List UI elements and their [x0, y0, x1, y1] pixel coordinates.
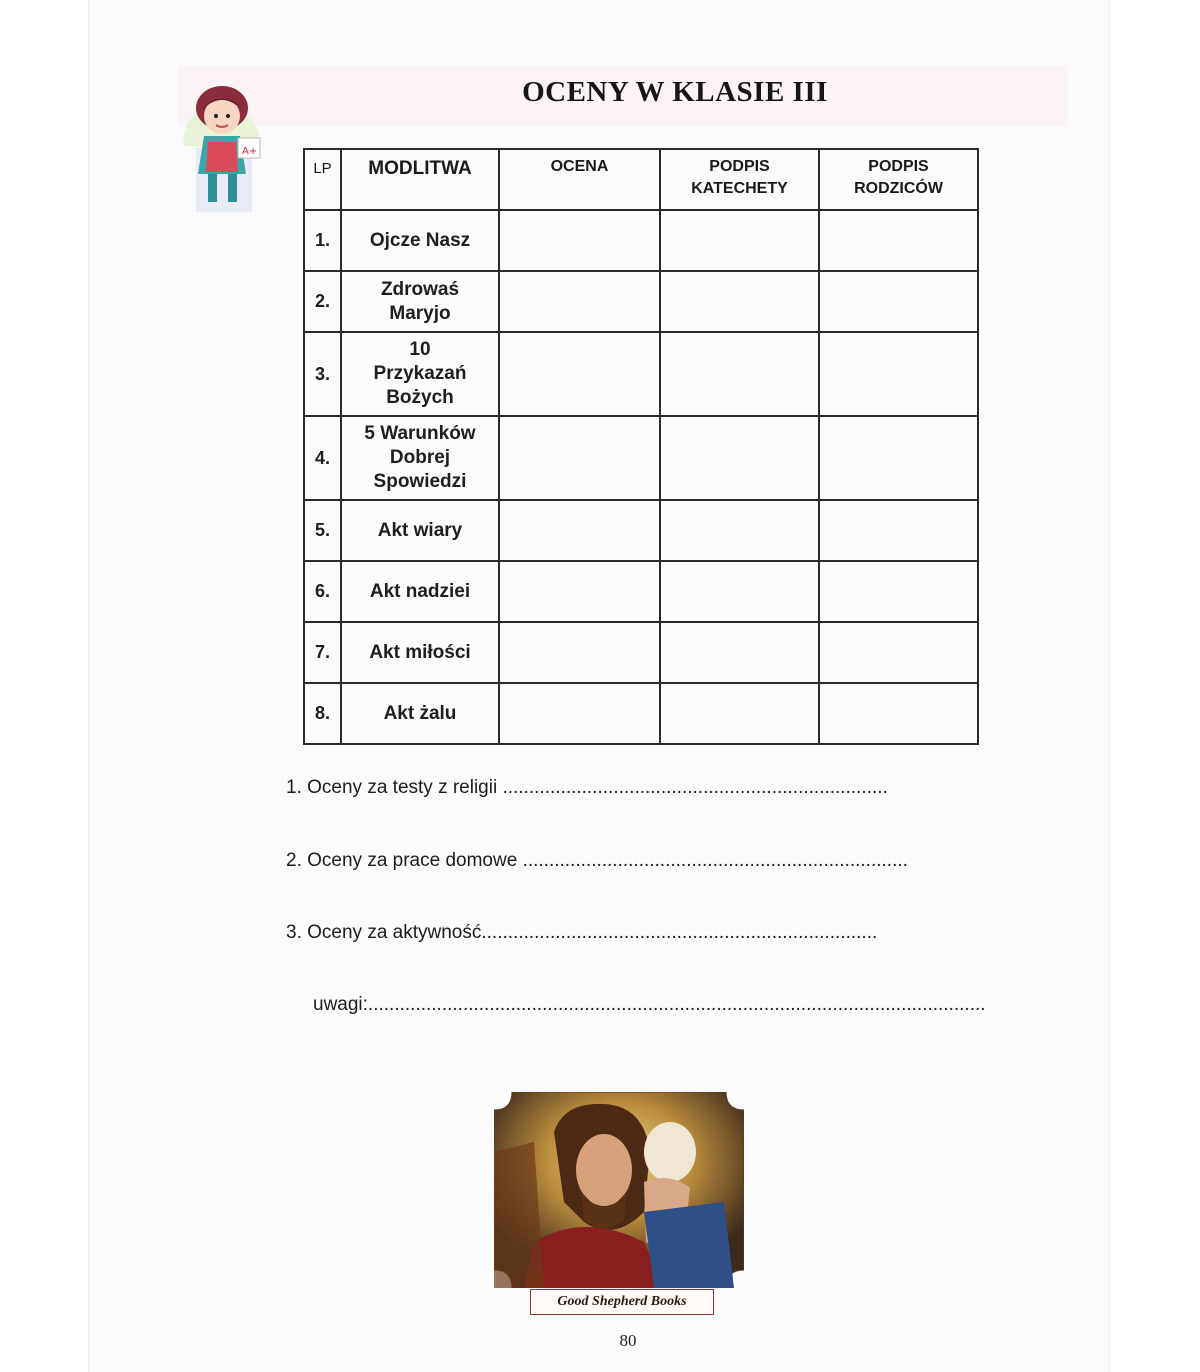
prayer-name	[341, 416, 499, 500]
prayer-name	[341, 271, 499, 332]
podpis-katechety-cell[interactable]	[660, 622, 819, 683]
header-podpis-rodzicow	[819, 149, 978, 210]
podpis-katechety-cell[interactable]	[660, 271, 819, 332]
row-number: 6.	[304, 561, 341, 622]
prayer-name	[341, 500, 499, 561]
table-row	[304, 622, 978, 683]
header-modlitwa: MODLITWA	[341, 149, 499, 210]
table-row	[304, 500, 978, 561]
prayer-line: Akt wiary	[377, 519, 463, 541]
prayer-line: 10	[409, 339, 431, 360]
row-number: 8.	[304, 683, 341, 744]
table-row	[304, 332, 978, 416]
podpis-rodzicow-cell[interactable]	[819, 210, 978, 271]
prayer-line: Przykazań	[373, 363, 467, 384]
prayer-line: Akt nadziei	[369, 580, 471, 602]
row-number: 3.	[304, 332, 341, 416]
podpis-katechety-cell[interactable]	[660, 416, 819, 500]
podpis-rodzicow-cell[interactable]	[819, 416, 978, 500]
header-podpis-rodzicow-line1: PODPIS	[868, 158, 929, 175]
good-shepherd-picture	[494, 1092, 744, 1288]
ocena-cell[interactable]	[499, 271, 660, 332]
prayer-line: 5 Warunków	[364, 423, 476, 444]
table-row	[304, 416, 978, 500]
grade-badge-text: A+	[242, 146, 258, 157]
prayer-name	[341, 210, 499, 271]
podpis-rodzicow-cell[interactable]	[819, 500, 978, 561]
prayer-line: Zdrowaś	[380, 278, 460, 300]
header-lp: LP	[304, 149, 341, 210]
prayer-line: Spowiedzi	[373, 471, 467, 492]
table-row	[304, 271, 978, 332]
ocena-cell[interactable]	[499, 683, 660, 744]
prayer-name	[341, 622, 499, 683]
podpis-rodzicow-cell[interactable]	[819, 332, 978, 416]
podpis-katechety-cell[interactable]	[660, 210, 819, 271]
table-header-row	[304, 149, 978, 210]
header-podpis-katechety-line2: KATECHETY	[691, 180, 788, 197]
page-number: 80	[619, 1331, 637, 1350]
header-ocena: OCENA	[499, 149, 660, 210]
ocena-cell[interactable]	[499, 210, 660, 271]
grades-table	[303, 148, 979, 745]
podpis-rodzicow-cell[interactable]	[819, 683, 978, 744]
row-number: 7.	[304, 622, 341, 683]
podpis-katechety-cell[interactable]	[660, 683, 819, 744]
header-podpis-rodzicow-line2: RODZICÓW	[854, 180, 943, 197]
picture-caption: Good Shepherd Books	[530, 1289, 714, 1315]
prayer-line: Maryjo	[389, 302, 451, 324]
table-row	[304, 210, 978, 271]
ocena-cell[interactable]	[499, 332, 660, 416]
podpis-katechety-cell[interactable]	[660, 561, 819, 622]
page-title: OCENY W KLASIE III	[522, 76, 828, 108]
ocena-cell[interactable]	[499, 416, 660, 500]
prayer-name	[341, 561, 499, 622]
ocena-cell[interactable]	[499, 561, 660, 622]
row-number: 1.	[304, 210, 341, 271]
prayer-line: Dobrej	[389, 447, 451, 468]
ocena-cell[interactable]	[499, 622, 660, 683]
row-number: 2.	[304, 271, 341, 332]
prayer-line: Ojcze Nasz	[369, 229, 471, 251]
table-row	[304, 561, 978, 622]
homework-grades-line[interactable]: 2. Oceny za prace domowe .........................................................................	[286, 850, 908, 871]
podpis-rodzicow-cell[interactable]	[819, 271, 978, 332]
prayer-line: Bożych	[386, 387, 454, 408]
prayer-name	[341, 683, 499, 744]
prayer-line: Akt miłości	[369, 641, 471, 663]
podpis-rodzicow-cell[interactable]	[819, 622, 978, 683]
activity-grades-line[interactable]: 3. Oceny za aktywność...........................................................................	[286, 922, 878, 943]
podpis-katechety-cell[interactable]	[660, 500, 819, 561]
table-row	[304, 683, 978, 744]
row-number: 5.	[304, 500, 341, 561]
row-number: 4.	[304, 416, 341, 500]
ocena-cell[interactable]	[499, 500, 660, 561]
header-podpis-katechety-line1: PODPIS	[709, 158, 770, 175]
prayer-name	[341, 332, 499, 416]
header-podpis-katechety	[660, 149, 819, 210]
podpis-katechety-cell[interactable]	[660, 332, 819, 416]
prayer-line: Akt żalu	[383, 702, 457, 724]
podpis-rodzicow-cell[interactable]	[819, 561, 978, 622]
notes-line[interactable]: uwagi:.....................................................................................................................	[313, 994, 986, 1015]
tests-grades-line[interactable]: 1. Oceny za testy z religii .........................................................................	[286, 777, 888, 798]
